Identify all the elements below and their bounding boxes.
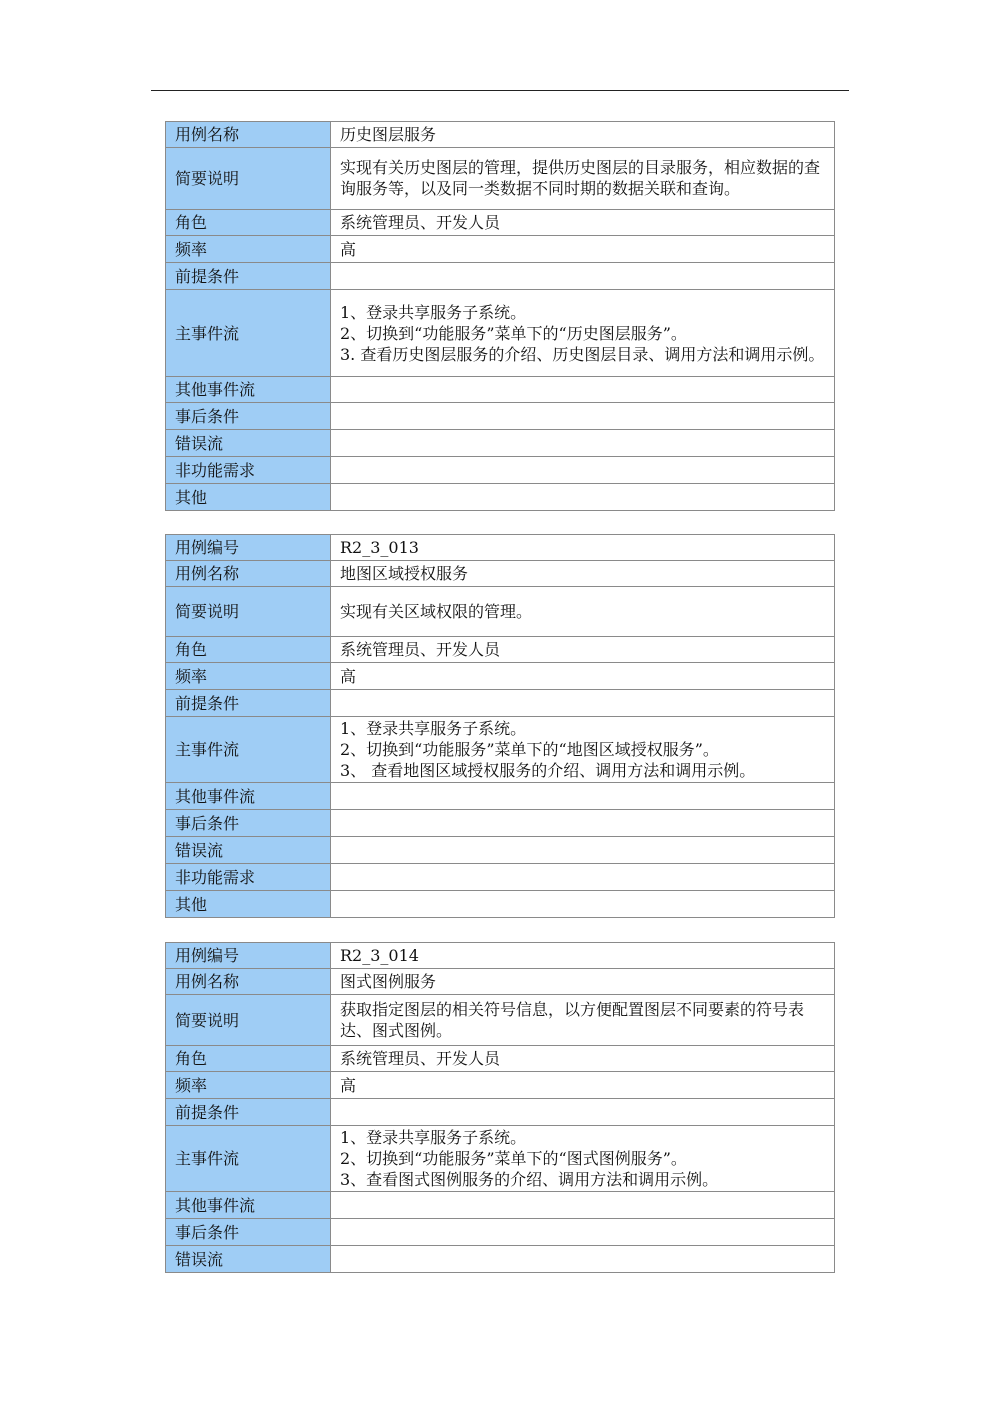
table-row (166, 717, 835, 783)
table-row (166, 1099, 835, 1126)
row-value: 高 (331, 236, 835, 263)
row-label: 非功能需求 (166, 864, 331, 891)
row-value: 实现有关历史图层的管理，提供历史图层的目录服务，相应数据的查询服务等，以及同一类数据不同时期的数据关联和查询。 (331, 148, 835, 210)
row-label: 其他事件流 (166, 377, 331, 403)
table-row (166, 637, 835, 663)
row-value: 图式图例服务 (331, 969, 835, 995)
row-label: 用例名称 (166, 561, 331, 587)
row-label: 用例名称 (166, 969, 331, 995)
table-row (166, 430, 835, 457)
row-value (331, 690, 835, 717)
row-value (331, 891, 835, 918)
row-label: 前提条件 (166, 263, 331, 290)
table-row (166, 1192, 835, 1219)
table-row (166, 943, 835, 969)
row-label: 频率 (166, 236, 331, 263)
row-value: R2_3_014 (331, 943, 835, 969)
row-value (331, 430, 835, 457)
flow-step: 3、 查看地图区域授权服务的介绍、调用方法和调用示例。 (340, 761, 756, 780)
table-row (166, 837, 835, 864)
table-row (166, 290, 835, 377)
row-value: 高 (331, 1072, 835, 1099)
flow-step: 3. 查看历史图层服务的介绍、历史图层目录、调用方法和调用示例。 (340, 344, 825, 364)
row-label: 用例名称 (166, 122, 331, 148)
use-case-table-map-region-auth (165, 534, 835, 918)
table-row (166, 1219, 835, 1246)
row-value (331, 1099, 835, 1126)
row-label: 其他事件流 (166, 783, 331, 810)
table-row (166, 1072, 835, 1099)
flow-step: 2、切换到“功能服务”菜单下的“历史图层服务”。 (340, 323, 687, 343)
table-row (166, 484, 835, 511)
row-value: 高 (331, 663, 835, 690)
table-row (166, 1046, 835, 1072)
row-label: 角色 (166, 210, 331, 236)
main-flow-cell (331, 290, 835, 377)
table-row (166, 663, 835, 690)
row-value: 获取指定图层的相关符号信息，以方便配置图层不同要素的符号表达、图式图例。 (331, 995, 835, 1046)
header-rule (151, 90, 849, 91)
flow-step: 2、切换到“功能服务”菜单下的“图式图例服务”。 (340, 1149, 687, 1168)
row-label: 频率 (166, 1072, 331, 1099)
row-label: 其他 (166, 891, 331, 918)
row-value (331, 484, 835, 511)
row-value (331, 864, 835, 891)
row-value (331, 783, 835, 810)
row-value (331, 457, 835, 484)
table-row (166, 148, 835, 210)
row-label: 角色 (166, 637, 331, 663)
row-value (331, 837, 835, 864)
row-value: 系统管理员、开发人员 (331, 210, 835, 236)
row-label: 事后条件 (166, 810, 331, 837)
flow-step: 1、登录共享服务子系统。 (340, 1128, 527, 1147)
row-label: 非功能需求 (166, 457, 331, 484)
row-value: 系统管理员、开发人员 (331, 1046, 835, 1072)
row-label: 用例编号 (166, 943, 331, 969)
row-value: 系统管理员、开发人员 (331, 637, 835, 663)
table-row (166, 377, 835, 403)
row-label: 主事件流 (166, 1126, 331, 1192)
row-value: 实现有关区域权限的管理。 (331, 587, 835, 637)
row-label: 错误流 (166, 837, 331, 864)
table-row (166, 1126, 835, 1192)
row-label: 其他 (166, 484, 331, 511)
row-label: 用例编号 (166, 535, 331, 561)
flow-step: 1、登录共享服务子系统。 (340, 302, 527, 322)
row-label: 角色 (166, 1046, 331, 1072)
use-case-table-legend-service (165, 942, 835, 1273)
table-row (166, 403, 835, 430)
row-label: 主事件流 (166, 717, 331, 783)
table-row (166, 810, 835, 837)
table-row (166, 535, 835, 561)
table-row (166, 969, 835, 995)
main-flow-cell (331, 717, 835, 783)
table-row (166, 1246, 835, 1273)
table-row (166, 263, 835, 290)
table-row (166, 561, 835, 587)
row-value: 地图区域授权服务 (331, 561, 835, 587)
row-label: 其他事件流 (166, 1192, 331, 1219)
table-row (166, 122, 835, 148)
row-label: 主事件流 (166, 290, 331, 377)
flow-step: 3、查看图式图例服务的介绍、调用方法和调用示例。 (340, 1170, 719, 1189)
table-row (166, 864, 835, 891)
row-label: 简要说明 (166, 995, 331, 1046)
main-flow-cell (331, 1126, 835, 1192)
row-label: 前提条件 (166, 690, 331, 717)
row-value (331, 1219, 835, 1246)
table-row (166, 995, 835, 1046)
table-row (166, 236, 835, 263)
row-value (331, 403, 835, 430)
flow-step: 2、切换到“功能服务”菜单下的“地图区域授权服务”。 (340, 740, 719, 759)
row-value (331, 1246, 835, 1273)
row-value (331, 1192, 835, 1219)
row-label: 前提条件 (166, 1099, 331, 1126)
table-row (166, 587, 835, 637)
table-row (166, 210, 835, 236)
row-value: R2_3_013 (331, 535, 835, 561)
row-value: 历史图层服务 (331, 122, 835, 148)
use-case-table-history-layer (165, 121, 835, 511)
table-row (166, 891, 835, 918)
row-label: 错误流 (166, 1246, 331, 1273)
row-label: 错误流 (166, 430, 331, 457)
row-label: 频率 (166, 663, 331, 690)
row-label: 简要说明 (166, 587, 331, 637)
row-value (331, 810, 835, 837)
row-label: 简要说明 (166, 148, 331, 210)
table-row (166, 783, 835, 810)
row-value (331, 377, 835, 403)
row-label: 事后条件 (166, 403, 331, 430)
row-label: 事后条件 (166, 1219, 331, 1246)
table-row (166, 457, 835, 484)
row-value (331, 263, 835, 290)
flow-step: 1、登录共享服务子系统。 (340, 719, 527, 738)
table-row (166, 690, 835, 717)
